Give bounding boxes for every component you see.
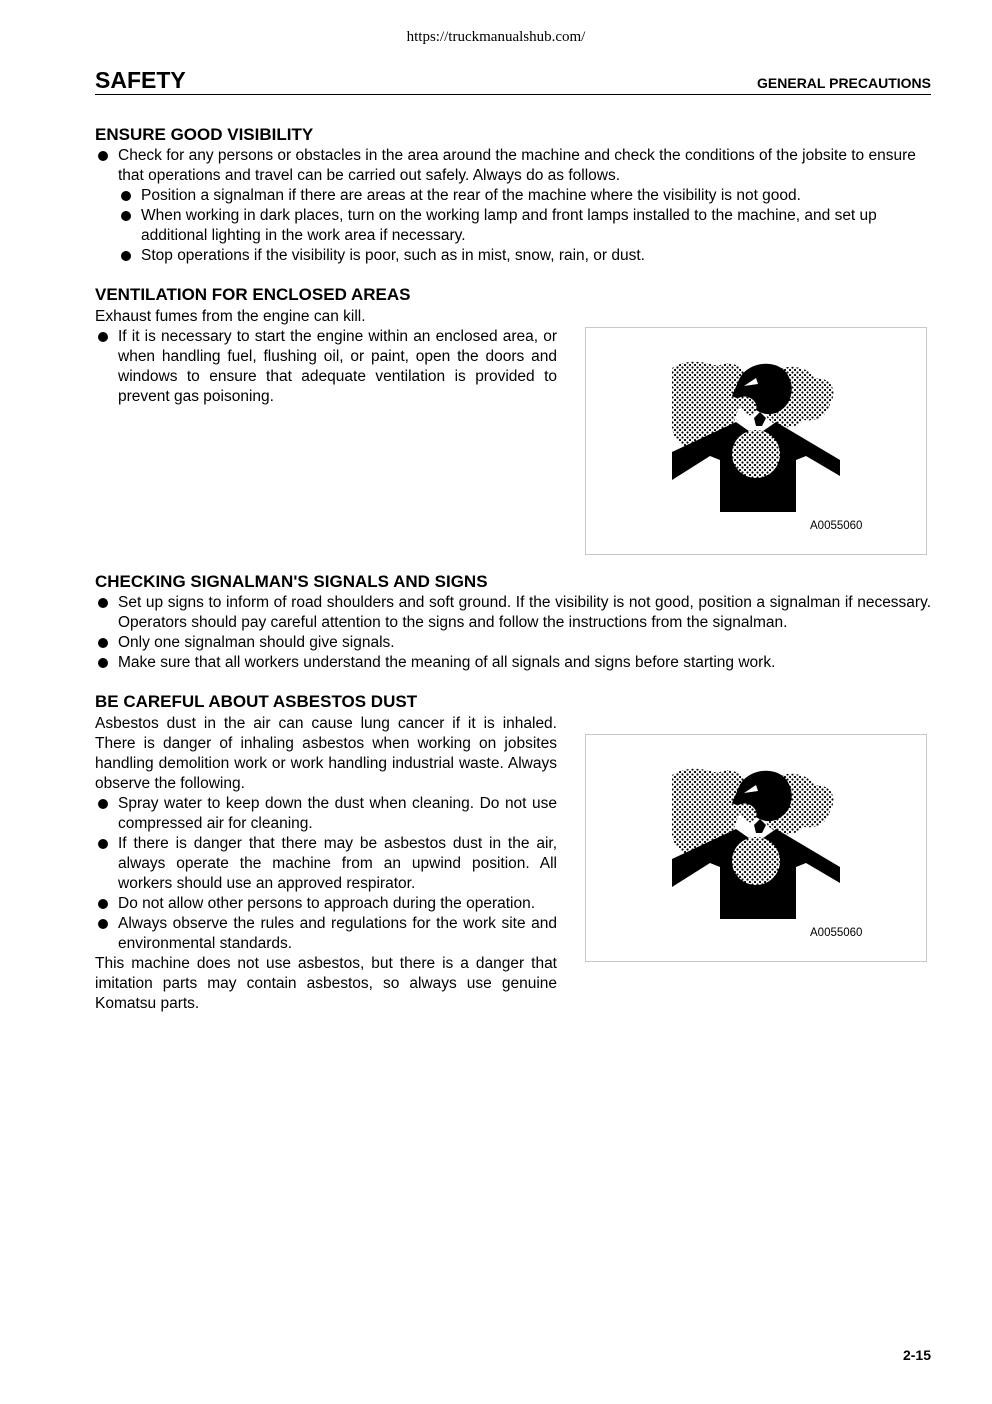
fumes-person-icon <box>666 356 846 516</box>
ventilation-list <box>95 327 557 407</box>
visibility-sub-list <box>118 186 931 266</box>
signals-list <box>95 593 931 673</box>
page-header <box>95 66 931 95</box>
list-item: Always observe the rules and regulations for the work site and environmental standards. <box>95 914 557 954</box>
list-item: If there is danger that there may be asbestos dust in the air, always operate the machine from an upwind position. All workers should use an approved respirator. <box>95 834 557 894</box>
page-number: 2-15 <box>902 1347 931 1363</box>
list-item: Do not allow other persons to approach during the operation. <box>95 894 557 914</box>
list-item: Spray water to keep down the dust when cleaning. Do not use compressed air for cleaning. <box>95 794 557 834</box>
list-item: Only one signalman should give signals. <box>95 633 931 653</box>
asbestos-intro: Asbestos dust in the air can cause lung cancer if it is inhaled. There is danger of inhaling asbestos when working on jobsites handling demolition work or work handling industrial waste. Always observe the following. <box>95 715 557 792</box>
dust-person-icon <box>666 763 846 923</box>
list-item: Check for any persons or obstacles in the area around the machine and check the conditions of the jobsite to ensure that operations and travel can be carried out safely. Always do as follows. Position a signalman if there are areas at the rear of the machine where the visibility is not good. When working in dark places, turn on the working lamp and front lamps installed to the machine, and set up additional lighting in the work area if necessary. Stop operations if the visibility is poor, such as in mist, snow, rain, or dust. <box>95 146 931 266</box>
asbestos-list <box>95 794 557 954</box>
list-item: Position a signalman if there are areas at the rear of the machine where the visibility is not good. <box>118 186 931 206</box>
ventilation-section <box>95 307 557 407</box>
ventilation-intro: Exhaust fumes from the engine can kill. <box>95 308 366 325</box>
ventilation-heading: VENTILATION FOR ENCLOSED AREAS <box>95 285 411 304</box>
asbestos-warning-figure <box>585 734 927 962</box>
figure-id: A0055060 <box>810 520 863 532</box>
source-url: https://truckmanualshub.com/ <box>406 29 586 45</box>
ventilation-heading-block <box>95 284 931 306</box>
asbestos-section <box>95 714 557 1014</box>
visibility-section <box>95 124 931 266</box>
signals-section <box>95 571 931 673</box>
asbestos-heading-block <box>95 691 931 713</box>
chapter-title: GENERAL PRECAUTIONS <box>757 75 931 91</box>
list-item: If it is necessary to start the engine within an enclosed area, or when handling fuel, flushing oil, or paint, open the doors and windows to ensure that adequate ventilation is provided to prevent gas poisoning. <box>95 327 557 407</box>
visibility-heading: ENSURE GOOD VISIBILITY <box>95 125 314 144</box>
list-item: Make sure that all workers understand the meaning of all signals and signs before starting work. <box>95 653 931 673</box>
gas-warning-figure <box>585 327 927 555</box>
figure-id: A0055060 <box>810 927 863 939</box>
section-title: SAFETY <box>95 67 186 93</box>
list-item: When working in dark places, turn on the working lamp and front lamps installed to the machine, and set up additional lighting in the work area if necessary. <box>118 206 931 246</box>
asbestos-outro: This machine does not use asbestos, but there is a danger that imitation parts may contain asbestos, so always use genuine Komatsu parts. <box>95 955 557 1012</box>
list-item: Stop operations if the visibility is poor, such as in mist, snow, rain, or dust. <box>118 246 931 266</box>
signals-heading: CHECKING SIGNALMAN'S SIGNALS AND SIGNS <box>95 572 488 591</box>
visibility-list <box>95 146 931 266</box>
asbestos-heading: BE CAREFUL ABOUT ASBESTOS DUST <box>95 692 418 711</box>
list-item: Set up signs to inform of road shoulders and soft ground. If the visibility is not good, position a signalman if necessary. Operators should pay careful attention to the signs and follow the instructions from the signalman. <box>95 593 931 633</box>
